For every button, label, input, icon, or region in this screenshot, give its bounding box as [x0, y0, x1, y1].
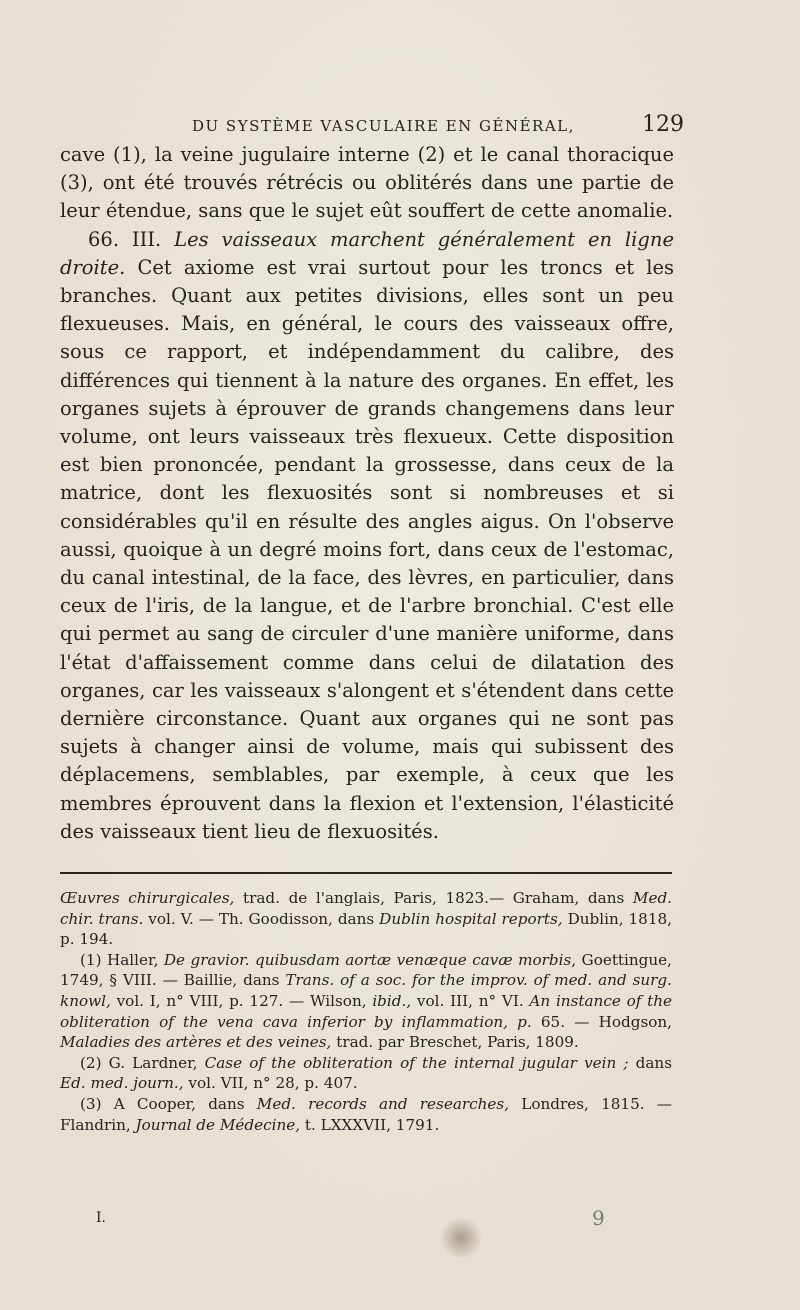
note-title: De gravior. quibusdam aortæ venæque cavæ morbis — [163, 950, 572, 969]
note-title: Dublin hospital reports, — [379, 909, 563, 928]
note-title: An instance of the obliteration of the vena cava inferior by inflammation, p. — [60, 991, 672, 1031]
paragraph-66 — [60, 226, 674, 846]
footnote-2 — [60, 1053, 672, 1094]
note-text: 65. — Hodgson, — [531, 1012, 673, 1031]
footnote-3 — [60, 1094, 672, 1135]
note-title: Maladies des artères et des veines, — [60, 1033, 332, 1052]
sheet-signature: 9 — [592, 1206, 605, 1230]
footnote-continuation — [60, 888, 672, 950]
note-text: vol. I, n° VIII, p. 127. — Wilson, — [110, 991, 373, 1010]
note-text: t. LXXXVII, 1791. — [300, 1115, 440, 1134]
footnote-1 — [60, 950, 672, 1053]
section-number: 66. III. — [88, 227, 162, 251]
volume-mark: I. — [96, 1210, 106, 1226]
note-text: trad. de l'anglais, Paris, 1823.— Graham, dans — [234, 889, 633, 907]
note-title: Journal de Médecine, — [135, 1115, 301, 1134]
paper-stain — [438, 1218, 484, 1258]
note-title: Med. records and researches, — [256, 1094, 510, 1113]
note-text: vol. V. — Th. Goodisson, dans — [143, 909, 380, 928]
note-text: Londres, 1815. — Flandrin, — [60, 1094, 672, 1134]
note-text: , Goettingue, 1749, § VIII. — Baillie, dans — [60, 950, 672, 990]
paragraph-continuation: cave (1), la veine jugulaire interne (2) et le canal thoracique (3), ont été trouvés rétrécis ou oblitérés dans une partie de leur étendue, sans que le sujet eût souffert de cette anomalie. — [60, 143, 674, 223]
page-number: 129 — [642, 112, 684, 137]
note-text: (1) Haller, — [80, 950, 164, 969]
note-title: ibid., — [372, 991, 412, 1010]
note-text: trad. par Breschet, Paris, 1809. — [331, 1033, 579, 1052]
note-title: Œuvres chirurgicales, — [60, 889, 235, 907]
note-title: Trans. of a soc. for the improv. of med. and surg. knowl, — [60, 971, 672, 1010]
footnotes — [60, 888, 672, 1135]
note-text: vol. VII, n° 28, p. 407. — [183, 1074, 358, 1093]
running-header — [192, 112, 684, 137]
note-text: (2) G. Lardner, — [80, 1053, 205, 1072]
footnote-rule — [60, 872, 672, 874]
note-text: vol. III, n° VI. — [411, 991, 530, 1010]
note-title: Case of the obliteration of the internal jugular vein ; — [204, 1053, 629, 1072]
note-text: dans — [628, 1053, 672, 1072]
note-title: Med. chir. trans. — [60, 889, 672, 928]
section-text: Cet axiome est vrai surtout pour les troncs et les branches. Quant aux petites divisions, elles sont un peu flexueuses. Mais, en général, le cours des vaisseaux offre, sous ce rapport, et indépendamment du calibre, des différences qui tiennent à la nature des organes. En effet, les organes sujets à éprouver de grands changemens dans leur volume, ont leurs vaisseaux très flexueux. Cette disposition est bien prononcée, pendant la grossesse, dans ceux de la matrice, dont les flexuosités sont si nombreuses et si considérables qu'il en résulte des angles aigus. On l'observe aussi, quoique à un degré moins fort, dans ceux de l'estomac, du canal intestinal, de la face, des lèvres, en particulier, dans ceux de l'iris, de la langue, et de l'arbre bronchial. C'est elle qui permet au sang de circuler d'une manière uniforme, dans l'état d'affaissement comme dans celui de dilatation des organes, car les vaisseaux s'alongent et s'étendent dans cette dernière circonstance. Quant aux organes qui ne sont pas sujets à changer ainsi de volume, mais qui subissent des déplacemens, semblables, par exemple, à ceux que les membres éprouvent dans la flexion et l'extension, l'élasticité des vaisseaux tient lieu de flexuosités. — [60, 255, 674, 843]
main-text — [60, 141, 674, 846]
note-text: (3) A Cooper, dans — [80, 1094, 257, 1113]
note-title: Ed. med. journ., — [60, 1074, 184, 1093]
note-text: Dublin, 1818, p. 194. — [60, 909, 672, 949]
section-axiom: Les vaisseaux marchent généralement en ligne droite. — [60, 227, 674, 279]
running-title: DU SYSTÈME VASCULAIRE EN GÉNÉRAL, — [192, 117, 575, 135]
